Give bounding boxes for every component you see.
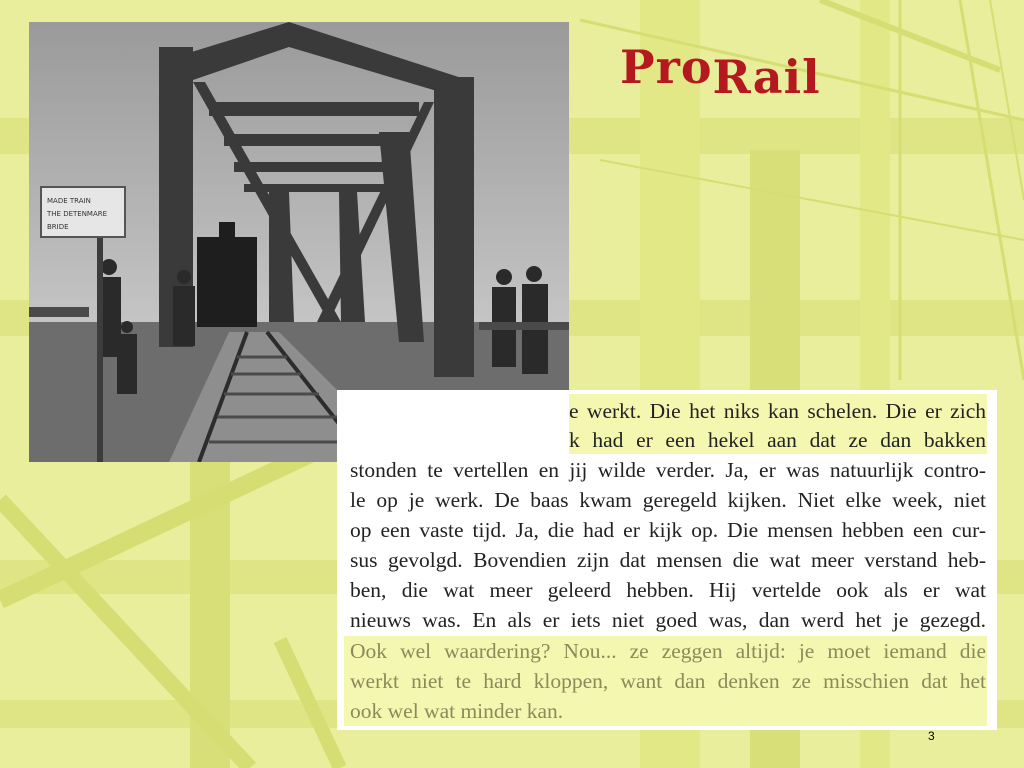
text-line-6: sus gevolgd. Bovendien zijn dat mensen die wat meer verstand heb- xyxy=(350,548,986,572)
text-line-5: op een vaste tijd. Ja, die had er kijk op. Die mensen hebben een cur- xyxy=(350,518,986,542)
text-line-9: Ook wel waardering? Nou... ze zeggen altijd: je moet iemand die xyxy=(350,639,986,663)
text-line-3: stonden te vertellen en jij wilde verder. Ja, er was natuurlijk contro- xyxy=(350,458,986,482)
text-line-7: ben, die wat meer geleerd hebben. Hij vertelde ook als er wat xyxy=(350,578,986,602)
page-number: 3 xyxy=(928,729,935,743)
text-line-2: k had er een hekel aan dat ze dan bakken xyxy=(569,428,986,452)
sign-line-3: BRIDE xyxy=(47,223,69,231)
prorail-logo xyxy=(620,40,821,104)
logo-rail: Rail xyxy=(712,50,821,104)
sign-line-2: THE DETENMARE xyxy=(47,210,108,218)
text-line-11: ook wel wat minder kan. xyxy=(350,699,564,723)
logo-pro: Pro xyxy=(620,40,713,94)
sign-line-1: MADE TRAIN xyxy=(47,197,91,205)
text-line-1: e werkt. Die het niks kan schelen. Die er zich xyxy=(569,399,986,423)
text-line-4: le op je werk. De baas kwam geregeld kijken. Niet elke week, niet xyxy=(350,488,986,512)
text-line-8: nieuws was. En als er iets niet goed was, dan werd het je gezegd. xyxy=(350,608,986,632)
text-line-10: werkt niet te hard kloppen, want dan denken ze misschien dat het xyxy=(350,669,986,693)
